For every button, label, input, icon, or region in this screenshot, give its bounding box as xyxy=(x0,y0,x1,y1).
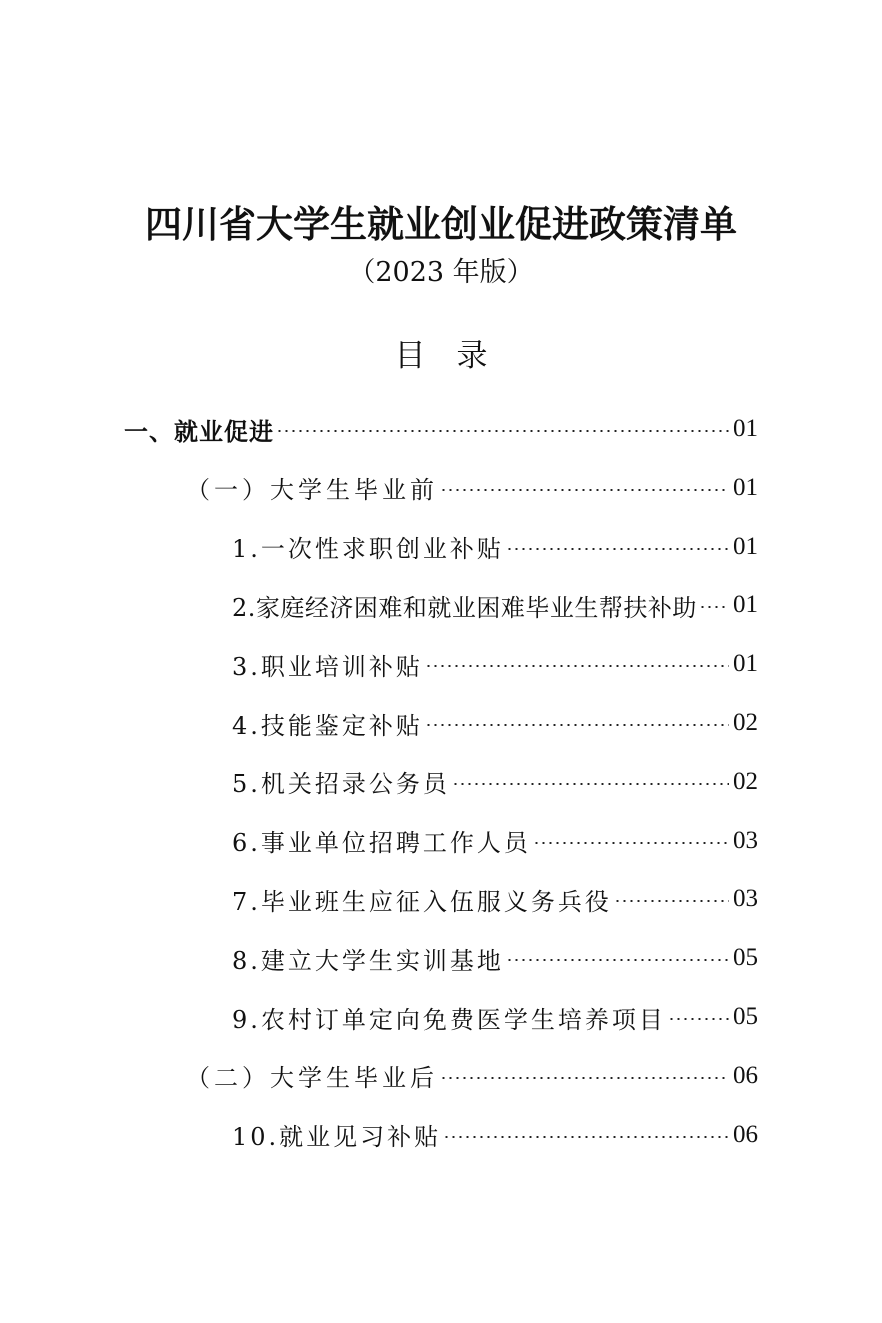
toc-entry[interactable] xyxy=(186,1047,758,1105)
toc-entry[interactable] xyxy=(124,400,758,458)
toc-entry-label: （一）大学生毕业前 xyxy=(186,476,438,505)
document-subtitle: （2023 年版） xyxy=(348,257,534,288)
toc-entry[interactable] xyxy=(232,870,758,928)
toc-entry-label: 10.就业见习补贴 xyxy=(232,1123,442,1152)
toc-entry-label: 8.建立大学生实训基地 xyxy=(232,946,504,975)
toc-entry-page: 06 xyxy=(733,1120,758,1148)
toc-entry-page: 03 xyxy=(733,826,758,854)
toc-entry-page: 01 xyxy=(733,415,758,442)
toc-leader-dots xyxy=(668,1018,729,1020)
toc-entry-label: 7.毕业班生应征入伍服义务兵役 xyxy=(232,887,612,916)
toc-entry-label: 4.技能鉴定补贴 xyxy=(232,711,423,740)
toc-entry-label: （二）大学生毕业后 xyxy=(186,1064,438,1093)
toc-entry[interactable] xyxy=(232,518,758,576)
toc-entry-page: 01 xyxy=(733,473,758,501)
toc-entry-label: 5.机关招录公务员 xyxy=(232,770,450,799)
toc-leader-dots xyxy=(440,489,729,491)
toc-leader-dots xyxy=(440,1077,729,1079)
toc-entry-label: 2.家庭经济困难和就业困难毕业生帮扶补助 xyxy=(232,593,697,622)
toc-leader-dots xyxy=(425,665,729,667)
toc-entry-label: 一、就业促进 xyxy=(124,417,274,446)
toc-entry[interactable] xyxy=(232,635,758,693)
toc-entry-page: 01 xyxy=(733,532,758,560)
toc-entry[interactable] xyxy=(232,988,758,1046)
toc-entry-label: 9.农村订单定向免费医学生培养项目 xyxy=(232,1005,666,1034)
toc-heading-char: 目 xyxy=(394,338,426,374)
toc-heading xyxy=(0,334,882,378)
toc-entry-label: 1.一次性求职创业补贴 xyxy=(232,535,504,564)
toc-leader-dots xyxy=(533,842,729,844)
toc-leader-dots xyxy=(506,548,729,550)
toc-entry[interactable] xyxy=(232,753,758,811)
toc-leader-dots xyxy=(506,959,729,961)
toc-entry-label: 3.职业培训补贴 xyxy=(232,652,423,681)
toc-leader-dots xyxy=(276,430,729,432)
toc-leader-dots xyxy=(443,1136,729,1138)
toc-entry-page: 06 xyxy=(733,1061,758,1089)
toc-entry-page: 02 xyxy=(733,709,758,736)
toc-leader-dots xyxy=(699,606,729,608)
toc-entry-page: 05 xyxy=(733,944,758,972)
toc-entry[interactable] xyxy=(186,459,758,517)
toc-entry[interactable] xyxy=(232,1106,758,1164)
toc-entry-page: 01 xyxy=(733,650,758,678)
toc-entry-label: 6.事业单位招聘工作人员 xyxy=(232,829,531,858)
toc-entry[interactable] xyxy=(232,812,758,870)
toc-entry-page: 03 xyxy=(733,885,758,913)
toc-entry[interactable] xyxy=(232,929,758,987)
toc-entry[interactable] xyxy=(232,694,758,752)
toc-entry-page: 02 xyxy=(733,767,758,795)
toc-entry[interactable] xyxy=(232,576,758,634)
toc-leader-dots xyxy=(614,900,729,902)
toc-entry-page: 01 xyxy=(733,591,758,619)
toc-heading-char: 录 xyxy=(456,338,488,374)
toc-leader-dots xyxy=(452,783,729,785)
document-title: 四川省大学生就业创业促进政策清单 xyxy=(145,202,737,246)
toc-entry-page: 05 xyxy=(733,1003,758,1030)
toc-leader-dots xyxy=(425,724,729,726)
